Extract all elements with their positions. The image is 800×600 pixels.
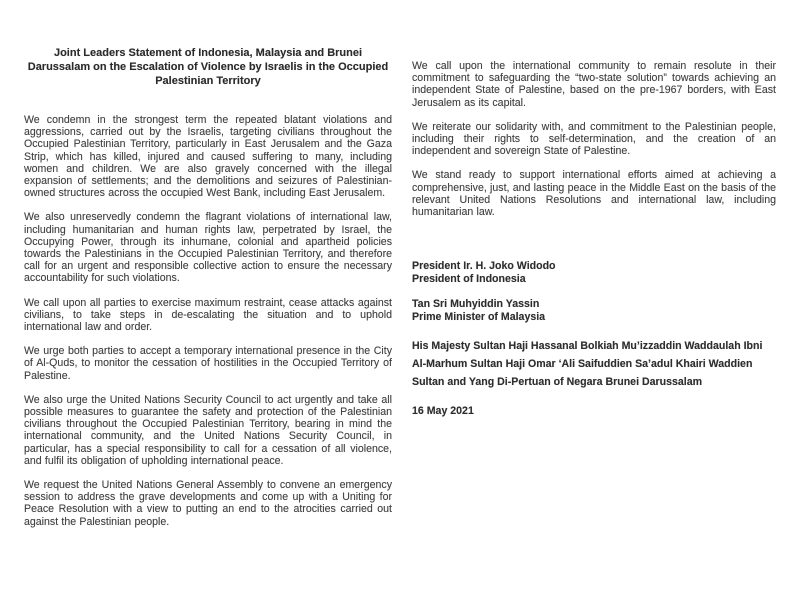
statement-date: 16 May 2021 — [412, 405, 474, 418]
paragraph-international-presence: We urge both parties to accept a temporary international presence in the City of Al-Quds, to monitor the cessation of hostilities in the Occupied Territory of Palestine. — [24, 345, 392, 382]
signatory-title: Sultan and Yang Di-Pertuan of Negara Brunei Darussalam — [412, 376, 703, 389]
paragraph-condemn-violations-intl-law: We also unreservedly condemn the flagrant violations of international law, including humanitarian and human rights law, perpetrated by Israel, the Occupying Power, through its inhumane, colonial and apartheid policies towards the Palestinians in the Occupied Palestinian Territory, and therefore call for an urgent and responsible collective action to ensure the necessary accountability for such violations. — [24, 211, 392, 285]
paragraph-maximum-restraint: We call upon all parties to exercise maximum restraint, cease attacks against civilians, to take steps in de-escalating the situation and to uphold international law and order. — [24, 296, 392, 334]
paragraph-two-state-solution: We call upon the international community to remain resolute in their commitment to safeguarding the “two-state solution” towards achieving an independent State of Palestine, based on the pre-1967 borders, with East Jerusalem as its capital. — [412, 60, 776, 109]
signatory-brunei — [412, 336, 776, 390]
paragraph-general-assembly: We request the United Nations General Assembly to convene an emergency session to address the grave developments and come up with a Uniting for Peace Resolution with a view to putting an end to the atrocities carried out against the Palestinian people. — [24, 479, 392, 528]
paragraph-lasting-peace: We stand ready to support international efforts aimed at achieving a comprehensive, just, and lasting peace in the Middle East on the basis of the relevant United Nations Resolutions and international law, including humanitarian law. — [412, 169, 776, 219]
paragraph-security-council: We also urge the United Nations Security Council to act urgently and take all possible measures to guarantee the safety and protection of the Palestinian civilians throughout the Occupied Palestinian Territory, bearing in mind the international community, and the United Nations Security Council, in particular, has a special responsibility to call for a cessation of all violence, and fulfil its obligation of upholding international peace. — [24, 393, 392, 467]
right-column — [412, 60, 776, 418]
paragraph-solidarity: We reiterate our solidarity with, and commitment to the Palestinian people, including their rights to self-determination, and the creation of an independent and sovereign State of Palestine. — [412, 120, 776, 158]
paragraph-condemn-violations: We condemn in the strongest term the repeated blatant violations and aggressions, carried out by the Israelis, targeting civilians throughout the Occupied Palestinian Territory, particularly in East Jerusalem and the Gaza Strip, which has killed, injured and caused suffering to many, including women and children. We are also gravely concerned with the illegal expansion of settlements; and the demolitions and seizures of Palestinian-owned structures across the occupied West Bank, including East Jerusalem. — [24, 114, 392, 200]
signatory-malaysia — [412, 298, 776, 323]
signature-block — [412, 260, 776, 418]
signatory-title: Prime Minister of Malaysia — [412, 310, 546, 323]
signatory-name: His Majesty Sultan Haji Hassanal Bolkiah Mu’izzaddin Waddaulah Ibni Al-Marhum Sultan Haji Omar ‘Ali Saifuddien Sa’adul Khairi Waddien — [412, 340, 763, 371]
left-column — [24, 46, 392, 540]
signatory-name: Tan Sri Muhyiddin Yassin — [412, 298, 540, 311]
statement-title: Joint Leaders Statement of Indonesia, Malaysia and Brunei Darussalam on the Escalation of Violence by Israelis in the Occupied Palestinian Territory — [27, 47, 389, 87]
signatory-title: President of Indonesia — [412, 272, 526, 285]
signatory-indonesia — [412, 260, 776, 285]
signatory-name: President Ir. H. Joko Widodo — [412, 260, 556, 273]
